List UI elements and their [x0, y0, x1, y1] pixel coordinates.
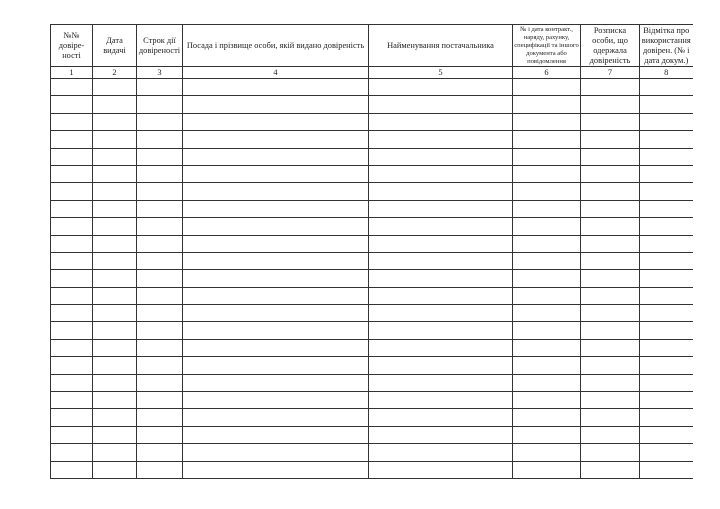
table-cell[interactable] — [183, 305, 369, 322]
table-cell[interactable] — [513, 131, 581, 148]
table-cell[interactable] — [640, 218, 693, 235]
table-cell[interactable] — [640, 252, 693, 269]
table-row — [51, 79, 693, 96]
table-cell[interactable] — [93, 131, 137, 148]
table-cell[interactable] — [51, 131, 93, 148]
table-row — [51, 322, 693, 339]
table-row — [51, 218, 693, 235]
table-cell[interactable] — [581, 339, 640, 356]
table-row — [51, 200, 693, 217]
table-cell[interactable] — [137, 339, 183, 356]
col-number: 6 — [513, 67, 581, 79]
table-cell[interactable] — [513, 113, 581, 130]
table-row — [51, 374, 693, 391]
table-cell[interactable] — [51, 96, 93, 113]
table-cell[interactable] — [137, 270, 183, 287]
table-cell[interactable] — [369, 252, 513, 269]
table-cell[interactable] — [51, 79, 93, 96]
table-cell[interactable] — [369, 200, 513, 217]
col-header-proxy-number: №№ довіре-ності — [51, 25, 93, 67]
table-cell[interactable] — [183, 252, 369, 269]
table-cell[interactable] — [369, 461, 513, 478]
col-header-position-name: Посада і прізвище особи, якій видано довіреність — [183, 25, 369, 67]
table-cell[interactable] — [640, 444, 693, 461]
table-cell[interactable] — [183, 444, 369, 461]
table-cell[interactable] — [183, 96, 369, 113]
table-cell[interactable] — [137, 287, 183, 304]
table-cell[interactable] — [369, 322, 513, 339]
table-cell[interactable] — [640, 322, 693, 339]
table-cell[interactable] — [93, 287, 137, 304]
table-cell[interactable] — [183, 339, 369, 356]
table-cell[interactable] — [640, 79, 693, 96]
table-row — [51, 444, 693, 461]
table-cell[interactable] — [513, 461, 581, 478]
table-cell[interactable] — [581, 461, 640, 478]
table-cell[interactable] — [369, 79, 513, 96]
table-cell[interactable] — [51, 444, 93, 461]
table-cell[interactable] — [581, 357, 640, 374]
table-cell[interactable] — [183, 409, 369, 426]
table-cell[interactable] — [183, 131, 369, 148]
table-cell[interactable] — [369, 287, 513, 304]
table-cell[interactable] — [51, 183, 93, 200]
table-cell[interactable] — [513, 409, 581, 426]
col-number: 5 — [369, 67, 513, 79]
col-header-receipt-signature: Розписка особи, що одержала довіреність — [581, 25, 640, 67]
table-cell[interactable] — [513, 305, 581, 322]
table-cell[interactable] — [581, 148, 640, 165]
table-cell[interactable] — [137, 392, 183, 409]
table-cell[interactable] — [513, 392, 581, 409]
table-row — [51, 165, 693, 182]
table-cell[interactable] — [183, 218, 369, 235]
table-cell[interactable] — [93, 322, 137, 339]
table-cell[interactable] — [581, 270, 640, 287]
table-cell[interactable] — [183, 287, 369, 304]
table-row — [51, 113, 693, 130]
table-cell[interactable] — [51, 392, 93, 409]
table-cell[interactable] — [640, 305, 693, 322]
table-cell[interactable] — [51, 165, 93, 182]
table-cell[interactable] — [640, 113, 693, 130]
table-cell[interactable] — [183, 165, 369, 182]
table-cell[interactable] — [513, 444, 581, 461]
table-cell[interactable] — [137, 374, 183, 391]
table-cell[interactable] — [51, 218, 93, 235]
table-cell[interactable] — [581, 322, 640, 339]
table-cell[interactable] — [137, 218, 183, 235]
col-number: 1 — [51, 67, 93, 79]
table-cell[interactable] — [137, 235, 183, 252]
table-row — [51, 287, 693, 304]
table-cell[interactable] — [137, 165, 183, 182]
table-cell[interactable] — [183, 426, 369, 443]
table-cell[interactable] — [93, 392, 137, 409]
column-number-row — [51, 67, 693, 79]
table-cell[interactable] — [513, 218, 581, 235]
header-row — [51, 25, 693, 67]
table-cell[interactable] — [369, 339, 513, 356]
table-cell[interactable] — [137, 322, 183, 339]
table-cell[interactable] — [93, 113, 137, 130]
table-cell[interactable] — [581, 287, 640, 304]
table-cell[interactable] — [183, 392, 369, 409]
table-cell[interactable] — [369, 148, 513, 165]
table-cell[interactable] — [581, 444, 640, 461]
table-row — [51, 252, 693, 269]
table-cell[interactable] — [183, 235, 369, 252]
table-cell[interactable] — [369, 426, 513, 443]
table-cell[interactable] — [137, 183, 183, 200]
table-cell[interactable] — [640, 165, 693, 182]
table-cell[interactable] — [137, 305, 183, 322]
table-cell[interactable] — [513, 79, 581, 96]
table-cell[interactable] — [51, 374, 93, 391]
table-cell[interactable] — [581, 113, 640, 130]
table-cell[interactable] — [369, 305, 513, 322]
table-cell[interactable] — [183, 374, 369, 391]
col-number: 2 — [93, 67, 137, 79]
table-cell[interactable] — [137, 131, 183, 148]
table-cell[interactable] — [51, 426, 93, 443]
table-cell[interactable] — [93, 183, 137, 200]
table-cell[interactable] — [369, 444, 513, 461]
table-cell[interactable] — [93, 374, 137, 391]
table-cell[interactable] — [640, 148, 693, 165]
table-cell[interactable] — [137, 113, 183, 130]
table-cell[interactable] — [581, 218, 640, 235]
col-number: 3 — [137, 67, 183, 79]
col-number: 4 — [183, 67, 369, 79]
table-cell[interactable] — [137, 252, 183, 269]
table-cell[interactable] — [640, 392, 693, 409]
table-cell[interactable] — [640, 200, 693, 217]
table-cell[interactable] — [137, 96, 183, 113]
table-row — [51, 305, 693, 322]
table-cell[interactable] — [93, 357, 137, 374]
table-cell[interactable] — [581, 374, 640, 391]
table-row — [51, 357, 693, 374]
table-cell[interactable] — [183, 200, 369, 217]
table-cell[interactable] — [640, 235, 693, 252]
table-cell[interactable] — [51, 322, 93, 339]
table-cell[interactable] — [369, 96, 513, 113]
table-row — [51, 183, 693, 200]
table-cell[interactable] — [93, 252, 137, 269]
table-cell[interactable] — [640, 409, 693, 426]
table-cell[interactable] — [369, 218, 513, 235]
table-cell[interactable] — [51, 287, 93, 304]
table-cell[interactable] — [93, 339, 137, 356]
proxy-register-table — [50, 24, 693, 479]
table-cell[interactable] — [51, 235, 93, 252]
table-cell[interactable] — [93, 218, 137, 235]
table-cell[interactable] — [581, 235, 640, 252]
table-cell[interactable] — [513, 183, 581, 200]
table-cell[interactable] — [137, 357, 183, 374]
table-cell[interactable] — [93, 235, 137, 252]
table-cell[interactable] — [137, 79, 183, 96]
table-cell[interactable] — [51, 148, 93, 165]
table-cell[interactable] — [581, 252, 640, 269]
table-cell[interactable] — [93, 305, 137, 322]
table-cell[interactable] — [640, 339, 693, 356]
table-cell[interactable] — [513, 357, 581, 374]
table-cell[interactable] — [640, 270, 693, 287]
table-cell[interactable] — [93, 444, 137, 461]
table-cell[interactable] — [137, 426, 183, 443]
table-cell[interactable] — [369, 409, 513, 426]
table-cell[interactable] — [51, 461, 93, 478]
table-row — [51, 339, 693, 356]
table-cell[interactable] — [183, 270, 369, 287]
table-cell[interactable] — [513, 322, 581, 339]
table-cell[interactable] — [183, 183, 369, 200]
table-cell[interactable] — [581, 96, 640, 113]
table-cell[interactable] — [51, 200, 93, 217]
register-body — [51, 79, 693, 479]
table-cell[interactable] — [137, 200, 183, 217]
table-cell[interactable] — [513, 96, 581, 113]
table-cell[interactable] — [513, 287, 581, 304]
table-cell[interactable] — [513, 339, 581, 356]
table-row — [51, 270, 693, 287]
table-cell[interactable] — [513, 235, 581, 252]
table-row — [51, 96, 693, 113]
table-cell[interactable] — [581, 79, 640, 96]
table-cell[interactable] — [183, 357, 369, 374]
table-cell[interactable] — [369, 235, 513, 252]
table-cell[interactable] — [369, 357, 513, 374]
table-cell[interactable] — [137, 148, 183, 165]
table-cell[interactable] — [51, 252, 93, 269]
table-cell[interactable] — [93, 409, 137, 426]
col-header-supplier: Найменування постачальника — [369, 25, 513, 67]
table-cell[interactable] — [640, 357, 693, 374]
table-cell[interactable] — [581, 183, 640, 200]
table-cell[interactable] — [137, 409, 183, 426]
col-number: 7 — [581, 67, 640, 79]
table-cell[interactable] — [51, 270, 93, 287]
table-cell[interactable] — [93, 426, 137, 443]
table-cell[interactable] — [183, 322, 369, 339]
table-cell[interactable] — [640, 374, 693, 391]
table-cell[interactable] — [513, 252, 581, 269]
table-cell[interactable] — [581, 165, 640, 182]
table-cell[interactable] — [513, 270, 581, 287]
table-cell[interactable] — [581, 131, 640, 148]
table-cell[interactable] — [93, 461, 137, 478]
table-cell[interactable] — [640, 461, 693, 478]
table-cell[interactable] — [51, 409, 93, 426]
table-cell[interactable] — [581, 426, 640, 443]
table-cell[interactable] — [183, 461, 369, 478]
table-cell[interactable] — [581, 200, 640, 217]
table-cell[interactable] — [369, 374, 513, 391]
table-row — [51, 461, 693, 478]
table-cell[interactable] — [581, 392, 640, 409]
col-number: 8 — [640, 67, 693, 79]
table-cell[interactable] — [51, 305, 93, 322]
table-row — [51, 148, 693, 165]
table-cell[interactable] — [369, 270, 513, 287]
col-header-contract-document: № і дата контракт., наряду, рахунку, специфікації та іншого документа або повідомлення — [514, 25, 579, 65]
table-cell[interactable] — [93, 165, 137, 182]
table-cell[interactable] — [51, 113, 93, 130]
table-cell[interactable] — [369, 131, 513, 148]
col-header-usage-mark: Відмітка про використання довірен. (№ і дата докум.) — [640, 25, 693, 67]
table-cell[interactable] — [369, 113, 513, 130]
table-cell[interactable] — [369, 392, 513, 409]
table-cell[interactable] — [369, 183, 513, 200]
table-cell[interactable] — [369, 165, 513, 182]
table-cell[interactable] — [640, 96, 693, 113]
table-cell[interactable] — [51, 339, 93, 356]
table-cell[interactable] — [183, 79, 369, 96]
table-cell[interactable] — [513, 200, 581, 217]
table-cell[interactable] — [640, 183, 693, 200]
table-cell[interactable] — [93, 96, 137, 113]
table-cell[interactable] — [183, 113, 369, 130]
table-cell[interactable] — [640, 287, 693, 304]
col-header-validity: Строк дії довіреності — [137, 25, 183, 67]
table-cell[interactable] — [513, 148, 581, 165]
table-cell[interactable] — [640, 426, 693, 443]
table-row — [51, 131, 693, 148]
table-cell[interactable] — [93, 200, 137, 217]
table-cell[interactable] — [183, 148, 369, 165]
table-cell[interactable] — [513, 165, 581, 182]
table-cell[interactable] — [93, 148, 137, 165]
table-cell[interactable] — [93, 79, 137, 96]
table-row — [51, 235, 693, 252]
table-cell[interactable] — [93, 270, 137, 287]
table-cell[interactable] — [581, 305, 640, 322]
table-row — [51, 409, 693, 426]
table-row — [51, 392, 693, 409]
table-cell[interactable] — [581, 409, 640, 426]
table-row — [51, 426, 693, 443]
table-cell[interactable] — [137, 461, 183, 478]
table-cell[interactable] — [51, 357, 93, 374]
table-cell[interactable] — [640, 131, 693, 148]
table-cell[interactable] — [137, 444, 183, 461]
table-cell[interactable] — [513, 374, 581, 391]
col-header-issue-date: Дата видачі — [93, 25, 137, 67]
table-cell[interactable] — [513, 426, 581, 443]
